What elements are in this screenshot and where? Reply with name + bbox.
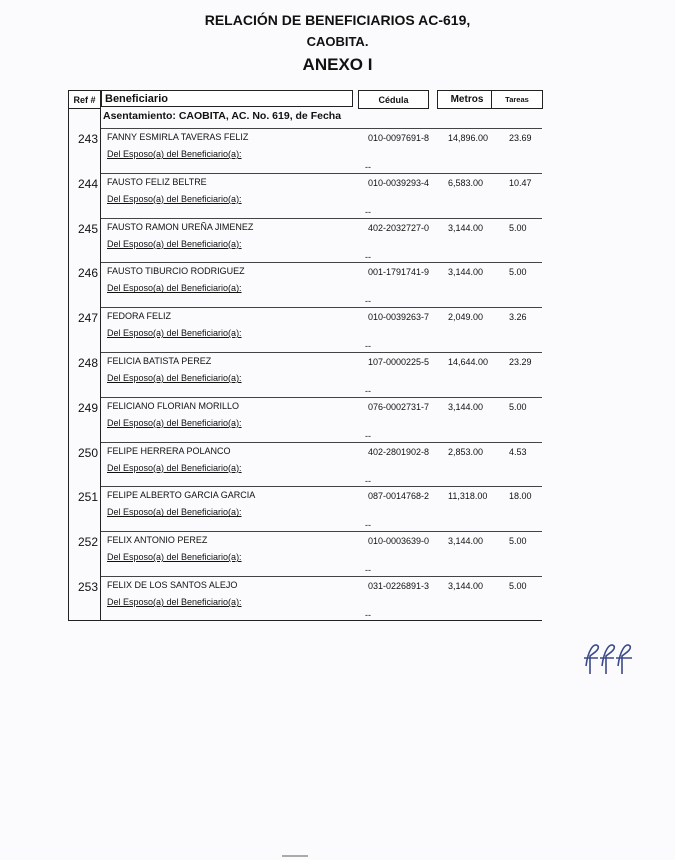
beneficiary-name: FELIPE ALBERTO GARCIA GARCIA xyxy=(107,490,256,501)
row-divider xyxy=(101,531,542,532)
cedula-value: 076-0002731-7 xyxy=(368,401,430,412)
beneficiary-name: FELIX ANTONIO PEREZ xyxy=(107,535,208,546)
settlement-group-title: Asentamiento: CAOBITA, AC. No. 619, de Fecha xyxy=(103,110,342,122)
cedula-value: 010-0039293-4 xyxy=(368,177,430,188)
header-ref: Ref # xyxy=(68,90,101,109)
row-divider xyxy=(101,128,542,129)
beneficiary-name: FELICIANO FLORIAN MORILLO xyxy=(107,400,240,411)
beneficiary-name: FELIPE HERRERA POLANCO xyxy=(107,445,231,456)
beneficiary-name: FAUSTO TIBURCIO RODRIGUEZ xyxy=(107,266,245,277)
row-ref: 249 xyxy=(77,400,98,415)
cedula-value: 001-1791741-9 xyxy=(368,267,430,278)
tareas-value: 5.00 xyxy=(509,267,527,278)
beneficiary-name: FANNY ESMIRLA TAVERAS FELIZ xyxy=(107,132,249,142)
row-ref: 253 xyxy=(77,580,98,594)
spouse-cedula-dash: -- xyxy=(365,520,371,531)
table-row xyxy=(68,352,542,397)
spouse-cedula-dash: -- xyxy=(365,386,371,396)
row-divider xyxy=(101,307,542,308)
row-ref: 251 xyxy=(77,490,98,505)
document-title: RELACIÓN DE BENEFICIARIOS AC-619, xyxy=(204,12,471,28)
metros-value: 3,144.00 xyxy=(448,222,484,233)
row-divider xyxy=(101,397,542,398)
metros-value: 6,583.00 xyxy=(448,177,484,188)
tareas-value: 5.00 xyxy=(509,581,527,591)
beneficiary-name: FELIX DE LOS SANTOS ALEJO xyxy=(107,580,238,590)
cedula-value: 402-2032727-0 xyxy=(368,222,430,233)
row-divider xyxy=(101,442,542,443)
table-row xyxy=(68,128,542,173)
tareas-value: 5.00 xyxy=(509,401,527,412)
tareas-value: 3.26 xyxy=(509,312,527,323)
annex-title: ANEXO I xyxy=(302,55,373,74)
table-row xyxy=(68,173,542,218)
spouse-label: Del Esposo(a) del Beneficiario(a): xyxy=(107,283,242,294)
spouse-label: Del Esposo(a) del Beneficiario(a): xyxy=(107,238,242,249)
table-row xyxy=(68,307,542,352)
spouse-label: Del Esposo(a) del Beneficiario(a): xyxy=(107,149,242,159)
beneficiary-name: FELICIA BATISTA PEREZ xyxy=(107,356,212,366)
handwritten-signature xyxy=(580,636,640,678)
footer-mark xyxy=(282,855,308,857)
tareas-value: 23.29 xyxy=(509,357,532,367)
header-cedula: Cédula xyxy=(358,90,429,109)
spouse-label: Del Esposo(a) del Beneficiario(a): xyxy=(107,597,242,607)
header-tareas: Tareas xyxy=(491,90,543,109)
spouse-label: Del Esposo(a) del Beneficiario(a): xyxy=(107,373,242,383)
spouse-label: Del Esposo(a) del Beneficiario(a): xyxy=(107,328,242,339)
tareas-value: 4.53 xyxy=(509,446,527,457)
row-ref: 243 xyxy=(77,132,98,146)
row-ref: 247 xyxy=(77,311,98,326)
metros-value: 3,144.00 xyxy=(448,401,484,412)
beneficiary-name: FAUSTO RAMON UREÑA JIMENEZ xyxy=(107,221,254,232)
spouse-label: Del Esposo(a) del Beneficiario(a): xyxy=(107,507,242,518)
row-divider xyxy=(101,352,542,353)
header-metros: Metros xyxy=(437,90,497,109)
spouse-cedula-dash: -- xyxy=(365,251,371,262)
cedula-value: 010-0097691-8 xyxy=(368,133,430,143)
row-ref: 252 xyxy=(77,535,98,550)
metros-value: 11,318.00 xyxy=(448,491,488,502)
table-row xyxy=(68,486,542,531)
cedula-value: 402-2801902-8 xyxy=(368,446,430,457)
row-divider xyxy=(101,218,542,219)
table-row xyxy=(68,576,542,621)
spouse-cedula-dash: -- xyxy=(365,565,371,576)
document-subtitle: CAOBITA. xyxy=(306,34,369,49)
tareas-value: 5.00 xyxy=(509,222,527,233)
spouse-label: Del Esposo(a) del Beneficiario(a): xyxy=(107,193,242,204)
cedula-value: 031-0226891-3 xyxy=(368,581,430,591)
metros-value: 2,853.00 xyxy=(448,446,484,457)
spouse-cedula-dash: -- xyxy=(365,475,371,486)
metros-value: 2,049.00 xyxy=(448,312,484,323)
table-row xyxy=(68,442,542,487)
row-ref: 246 xyxy=(77,266,98,281)
cedula-value: 010-0003639-0 xyxy=(368,536,430,547)
metros-value: 3,144.00 xyxy=(448,267,484,278)
tareas-value: 18.00 xyxy=(509,491,532,502)
cedula-value: 087-0014768-2 xyxy=(368,491,430,502)
spouse-label: Del Esposo(a) del Beneficiario(a): xyxy=(107,462,242,473)
spouse-cedula-dash: -- xyxy=(365,430,371,441)
row-divider xyxy=(101,576,542,577)
metros-value: 3,144.00 xyxy=(448,536,484,547)
spouse-cedula-dash: -- xyxy=(365,296,371,307)
spouse-cedula-dash: -- xyxy=(365,610,371,620)
table-row xyxy=(68,531,542,576)
spouse-cedula-dash: -- xyxy=(365,206,371,217)
beneficiary-name: FAUSTO FELIZ BELTRE xyxy=(107,176,207,187)
row-divider xyxy=(101,173,542,174)
metros-value: 14,644.00 xyxy=(448,357,489,367)
header-beneficiario: Beneficiario xyxy=(101,90,353,107)
table-row xyxy=(68,218,542,263)
row-ref: 250 xyxy=(77,445,98,460)
row-ref: 244 xyxy=(77,176,98,191)
table-row xyxy=(68,397,542,442)
table-row xyxy=(68,262,542,307)
row-ref: 248 xyxy=(77,356,98,370)
row-divider xyxy=(101,486,542,487)
spouse-label: Del Esposo(a) del Beneficiario(a): xyxy=(107,417,242,428)
beneficiary-name: FEDORA FELIZ xyxy=(107,311,172,322)
spouse-label: Del Esposo(a) del Beneficiario(a): xyxy=(107,552,242,563)
cedula-value: 010-0039263-7 xyxy=(368,312,430,323)
metros-value: 3,144.00 xyxy=(448,581,484,591)
row-ref: 245 xyxy=(77,221,98,236)
metros-value: 14,896.00 xyxy=(448,133,489,143)
tareas-value: 5.00 xyxy=(509,536,527,547)
spouse-cedula-dash: -- xyxy=(365,162,371,172)
cedula-value: 107-0000225-5 xyxy=(368,357,430,367)
row-divider xyxy=(101,262,542,263)
tareas-value: 23.69 xyxy=(509,133,532,143)
spouse-cedula-dash: -- xyxy=(365,341,371,352)
tareas-value: 10.47 xyxy=(509,177,532,188)
